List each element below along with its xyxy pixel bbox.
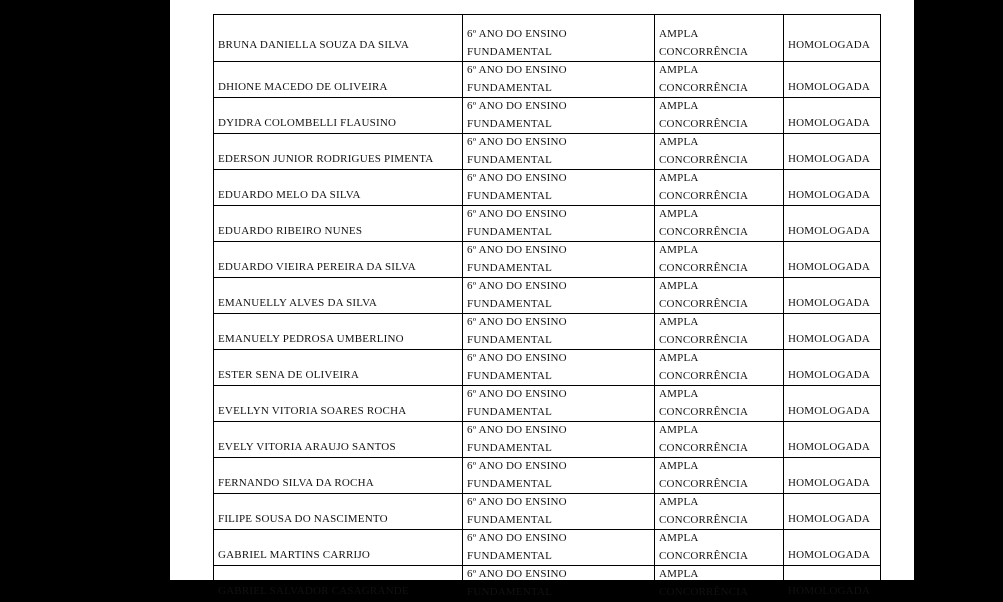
grade-line-2: FUNDAMENTAL xyxy=(467,441,553,454)
grade-line-2: FUNDAMENTAL xyxy=(467,549,553,562)
candidate-name-cell xyxy=(214,278,463,314)
table-row xyxy=(214,206,881,242)
status-text: HOMOLOGADA xyxy=(788,369,871,381)
quota-line-1: AMPLA xyxy=(659,496,699,508)
quota-line-1: AMPLA xyxy=(659,136,699,148)
status-cell xyxy=(784,566,881,602)
quota-line-1: AMPLA xyxy=(659,64,699,76)
table-row xyxy=(214,530,881,566)
grade-cell xyxy=(463,422,655,458)
table-row xyxy=(214,458,881,494)
grade-line-2: FUNDAMENTAL xyxy=(467,513,553,526)
candidate-name-cell xyxy=(214,134,463,170)
grade-line-2: FUNDAMENTAL xyxy=(467,225,553,238)
table-row xyxy=(214,422,881,458)
grade-cell xyxy=(463,494,655,530)
grade-line-1: 6º ANO DO ENSINO xyxy=(467,280,567,292)
status-cell xyxy=(784,422,881,458)
candidates-table xyxy=(213,14,881,602)
grade-line-1: 6º ANO DO ENSINO xyxy=(467,568,567,580)
candidate-name: DHIONE MACEDO DE OLIVEIRA xyxy=(218,81,388,93)
status-cell xyxy=(784,314,881,350)
status-text: HOMOLOGADA xyxy=(788,441,871,453)
grade-line-2: FUNDAMENTAL xyxy=(467,585,553,598)
quota-line-2: CONCORRÊNCIA xyxy=(659,441,749,454)
status-cell xyxy=(784,530,881,566)
quota-line-1: AMPLA xyxy=(659,208,699,220)
quota-cell xyxy=(655,350,784,386)
candidate-name-cell xyxy=(214,458,463,494)
quota-cell xyxy=(655,494,784,530)
quota-cell xyxy=(655,98,784,134)
candidate-name: EMANUELLY ALVES DA SILVA xyxy=(218,297,378,309)
table-row xyxy=(214,350,881,386)
status-cell xyxy=(784,170,881,206)
quota-cell xyxy=(655,170,784,206)
candidate-name-cell xyxy=(214,494,463,530)
quota-line-1: AMPLA xyxy=(659,460,699,472)
candidate-name: FERNANDO SILVA DA ROCHA xyxy=(218,477,374,489)
status-text: HOMOLOGADA xyxy=(788,225,871,237)
status-text: HOMOLOGADA xyxy=(788,153,871,165)
status-text: HOMOLOGADA xyxy=(788,513,871,525)
candidate-name: GABRIEL SALVADOR CASAGRANDE xyxy=(218,585,409,597)
quota-cell xyxy=(655,206,784,242)
candidate-name: GABRIEL MARTINS CARRIJO xyxy=(218,549,371,561)
candidate-name-cell xyxy=(214,350,463,386)
grade-line-2: FUNDAMENTAL xyxy=(467,297,553,310)
quota-line-2: CONCORRÊNCIA xyxy=(659,153,749,166)
quota-line-2: CONCORRÊNCIA xyxy=(659,297,749,310)
quota-line-2: CONCORRÊNCIA xyxy=(659,513,749,526)
candidate-name-cell xyxy=(214,62,463,98)
table-row xyxy=(214,386,881,422)
quota-line-2: CONCORRÊNCIA xyxy=(659,189,749,202)
candidate-name: EVELY VITORIA ARAUJO SANTOS xyxy=(218,441,396,453)
status-cell xyxy=(784,62,881,98)
grade-line-2: FUNDAMENTAL xyxy=(467,369,553,382)
candidate-name-cell xyxy=(214,206,463,242)
candidate-name: EVELLYN VITORIA SOARES ROCHA xyxy=(218,405,407,417)
candidate-name: EDUARDO RIBEIRO NUNES xyxy=(218,225,363,237)
status-text: HOMOLOGADA xyxy=(788,585,871,597)
status-text: HOMOLOGADA xyxy=(788,189,871,201)
table-row xyxy=(214,15,881,62)
candidate-name-cell xyxy=(214,422,463,458)
grade-cell xyxy=(463,134,655,170)
status-text: HOMOLOGADA xyxy=(788,297,871,309)
status-cell xyxy=(784,242,881,278)
candidate-name: FILIPE SOUSA DO NASCIMENTO xyxy=(218,513,388,525)
status-text: HOMOLOGADA xyxy=(788,81,871,93)
grade-cell xyxy=(463,314,655,350)
grade-cell xyxy=(463,170,655,206)
grade-line-2: FUNDAMENTAL xyxy=(467,81,553,94)
grade-cell xyxy=(463,566,655,602)
quota-line-1: AMPLA xyxy=(659,532,699,544)
status-text: HOMOLOGADA xyxy=(788,261,871,273)
status-cell xyxy=(784,458,881,494)
candidate-name: EDUARDO MELO DA SILVA xyxy=(218,189,361,201)
quota-line-2: CONCORRÊNCIA xyxy=(659,369,749,382)
quota-cell xyxy=(655,530,784,566)
quota-cell xyxy=(655,458,784,494)
grade-line-1: 6º ANO DO ENSINO xyxy=(467,352,567,364)
quota-line-2: CONCORRÊNCIA xyxy=(659,225,749,238)
grade-cell xyxy=(463,386,655,422)
status-cell xyxy=(784,350,881,386)
quota-cell xyxy=(655,566,784,602)
table-row xyxy=(214,314,881,350)
grade-line-1: 6º ANO DO ENSINO xyxy=(467,100,567,112)
status-cell xyxy=(784,386,881,422)
grade-line-2: FUNDAMENTAL xyxy=(467,45,553,58)
grade-cell xyxy=(463,98,655,134)
grade-line-1: 6º ANO DO ENSINO xyxy=(467,64,567,76)
quota-line-1: AMPLA xyxy=(659,352,699,364)
grade-cell xyxy=(463,530,655,566)
status-cell xyxy=(784,206,881,242)
candidate-name-cell xyxy=(214,15,463,62)
quota-line-2: CONCORRÊNCIA xyxy=(659,117,749,130)
candidate-name-cell xyxy=(214,386,463,422)
quota-line-1: AMPLA xyxy=(659,28,699,40)
status-cell xyxy=(784,278,881,314)
candidate-name-cell xyxy=(214,98,463,134)
quota-line-1: AMPLA xyxy=(659,568,699,580)
candidate-name-cell xyxy=(214,530,463,566)
grade-line-2: FUNDAMENTAL xyxy=(467,405,553,418)
grade-line-2: FUNDAMENTAL xyxy=(467,117,553,130)
candidate-name: EDERSON JUNIOR RODRIGUES PIMENTA xyxy=(218,153,434,165)
grade-line-2: FUNDAMENTAL xyxy=(467,261,553,274)
quota-cell xyxy=(655,278,784,314)
grade-cell xyxy=(463,15,655,62)
grade-line-1: 6º ANO DO ENSINO xyxy=(467,496,567,508)
grade-cell xyxy=(463,458,655,494)
quota-line-2: CONCORRÊNCIA xyxy=(659,477,749,490)
table-row xyxy=(214,566,881,602)
status-text: HOMOLOGADA xyxy=(788,117,871,129)
grade-line-1: 6º ANO DO ENSINO xyxy=(467,136,567,148)
status-cell xyxy=(784,134,881,170)
grade-cell xyxy=(463,242,655,278)
quota-line-2: CONCORRÊNCIA xyxy=(659,549,749,562)
table-row xyxy=(214,170,881,206)
candidate-name-cell xyxy=(214,242,463,278)
quota-line-1: AMPLA xyxy=(659,388,699,400)
quota-cell xyxy=(655,314,784,350)
grade-line-2: FUNDAMENTAL xyxy=(467,333,553,346)
grade-cell xyxy=(463,206,655,242)
quota-line-2: CONCORRÊNCIA xyxy=(659,45,749,58)
quota-cell xyxy=(655,62,784,98)
quota-line-2: CONCORRÊNCIA xyxy=(659,81,749,94)
status-cell xyxy=(784,15,881,62)
grade-line-1: 6º ANO DO ENSINO xyxy=(467,172,567,184)
grade-line-1: 6º ANO DO ENSINO xyxy=(467,424,567,436)
quota-line-1: AMPLA xyxy=(659,316,699,328)
grade-line-1: 6º ANO DO ENSINO xyxy=(467,388,567,400)
grade-cell xyxy=(463,278,655,314)
table-row xyxy=(214,134,881,170)
candidate-name-cell xyxy=(214,170,463,206)
grade-cell xyxy=(463,62,655,98)
table-row xyxy=(214,242,881,278)
quota-cell xyxy=(655,134,784,170)
quota-line-2: CONCORRÊNCIA xyxy=(659,405,749,418)
grade-line-1: 6º ANO DO ENSINO xyxy=(467,244,567,256)
candidate-name: EDUARDO VIEIRA PEREIRA DA SILVA xyxy=(218,261,416,273)
candidate-name: ESTER SENA DE OLIVEIRA xyxy=(218,369,359,381)
table-row xyxy=(214,494,881,530)
quota-line-1: AMPLA xyxy=(659,424,699,436)
candidate-name: BRUNA DANIELLA SOUZA DA SILVA xyxy=(218,39,409,51)
grade-line-1: 6º ANO DO ENSINO xyxy=(467,460,567,472)
status-text: HOMOLOGADA xyxy=(788,549,871,561)
table-row xyxy=(214,98,881,134)
grade-line-1: 6º ANO DO ENSINO xyxy=(467,28,567,40)
quota-line-1: AMPLA xyxy=(659,172,699,184)
quota-cell xyxy=(655,422,784,458)
quota-cell xyxy=(655,386,784,422)
grade-line-1: 6º ANO DO ENSINO xyxy=(467,316,567,328)
status-text: HOMOLOGADA xyxy=(788,39,871,51)
candidate-name-cell xyxy=(214,314,463,350)
grade-line-2: FUNDAMENTAL xyxy=(467,477,553,490)
status-cell xyxy=(784,494,881,530)
grade-line-2: FUNDAMENTAL xyxy=(467,189,553,202)
quota-line-2: CONCORRÊNCIA xyxy=(659,333,749,346)
document-page xyxy=(170,0,914,598)
status-text: HOMOLOGADA xyxy=(788,405,871,417)
candidate-name: DYIDRA COLOMBELLI FLAUSINO xyxy=(218,117,397,129)
status-cell xyxy=(784,98,881,134)
grade-line-1: 6º ANO DO ENSINO xyxy=(467,532,567,544)
grade-cell xyxy=(463,350,655,386)
grade-line-1: 6º ANO DO ENSINO xyxy=(467,208,567,220)
grade-line-2: FUNDAMENTAL xyxy=(467,153,553,166)
quota-line-1: AMPLA xyxy=(659,244,699,256)
quota-cell xyxy=(655,242,784,278)
candidate-name: EMANUELY PEDROSA UMBERLINO xyxy=(218,333,404,345)
table-row xyxy=(214,278,881,314)
quota-line-1: AMPLA xyxy=(659,100,699,112)
status-text: HOMOLOGADA xyxy=(788,333,871,345)
quota-line-1: AMPLA xyxy=(659,280,699,292)
candidates-table-body xyxy=(214,15,881,602)
candidate-name-cell xyxy=(214,566,463,602)
quota-line-2: CONCORRÊNCIA xyxy=(659,585,749,598)
status-text: HOMOLOGADA xyxy=(788,477,871,489)
quota-cell xyxy=(655,15,784,62)
table-row xyxy=(214,62,881,98)
quota-line-2: CONCORRÊNCIA xyxy=(659,261,749,274)
